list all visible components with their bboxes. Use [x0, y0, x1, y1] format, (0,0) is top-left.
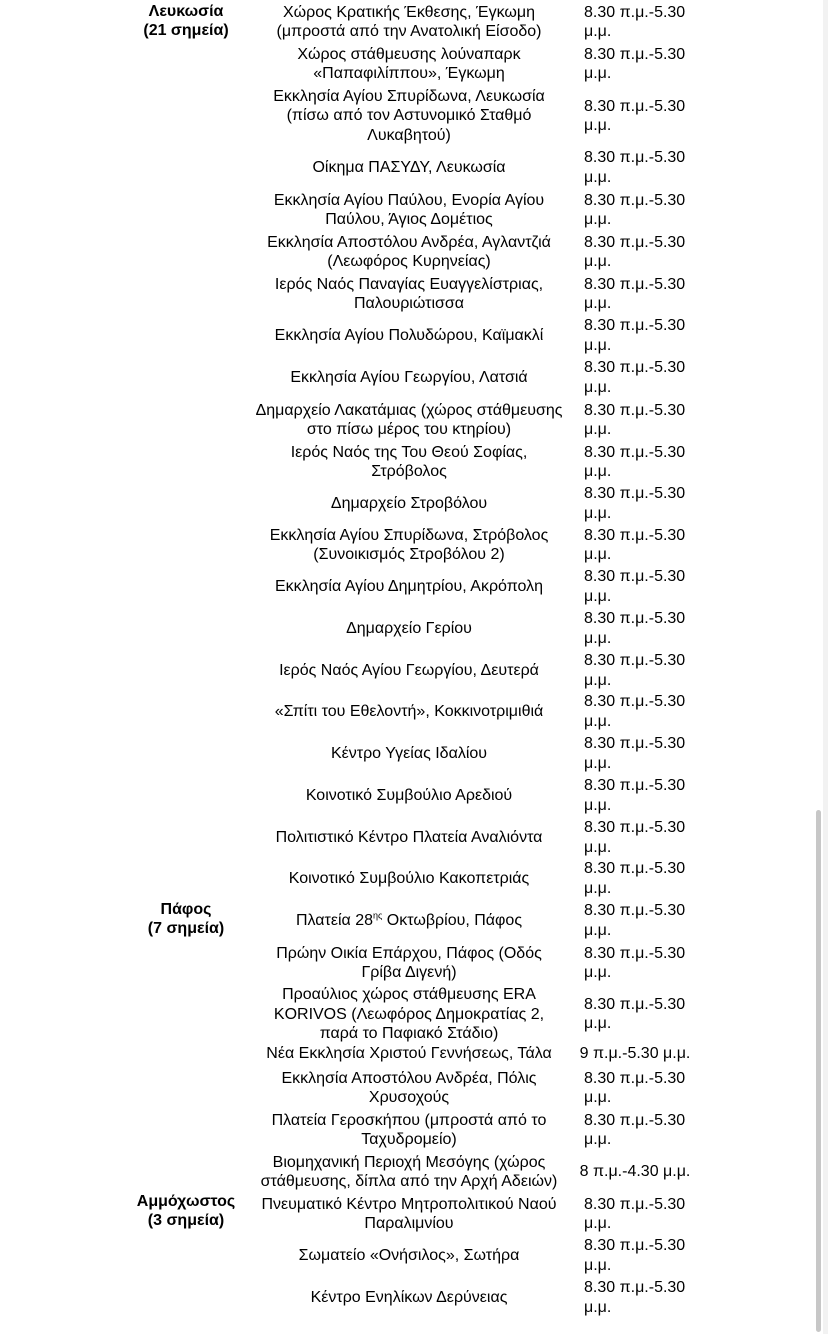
- location-cell: [246, 911, 572, 931]
- location-line: Δημαρχείο Γερίου: [346, 620, 472, 638]
- hours-line: μ.μ.: [584, 504, 612, 522]
- location-line: Ιερός Ναός Παναγίας Ευαγγελίστριας,: [274, 275, 544, 293]
- district-count: (7 σημεία): [147, 920, 225, 937]
- location-text: Πλατεία 28: [295, 912, 374, 930]
- hours-line: μ.μ.: [584, 336, 612, 354]
- location-cell: [246, 158, 572, 178]
- hours-line: 8.30 π.μ.-5.30: [584, 652, 686, 669]
- location-cell: [246, 1195, 572, 1234]
- hours-line: μ.μ.: [584, 168, 612, 186]
- location-cell: [246, 1044, 572, 1064]
- location-cell: [246, 1288, 572, 1308]
- hours-line: μ.μ.: [584, 671, 612, 689]
- location-line: Εκκλησία Αποστόλου Ανδρέα, Πόλις: [281, 1069, 537, 1087]
- table-row: [0, 985, 828, 1043]
- location-line: Κοινοτικό Συμβούλιο Κακοπετριάς: [288, 870, 530, 888]
- location-line: στο πίσω μέρος του κτηρίου): [306, 421, 512, 438]
- location-cell: [246, 401, 572, 440]
- hours-cell: [575, 1162, 695, 1182]
- district-name: Λευκωσία: [148, 3, 224, 20]
- location-cell: [246, 3, 572, 42]
- hours-line: μ.μ.: [584, 629, 612, 647]
- table-row: [0, 44, 828, 84]
- table-row: [0, 358, 828, 398]
- hours-line: 8.30 π.μ.-5.30: [584, 3, 686, 21]
- location-cell: [246, 661, 572, 681]
- hours-line: μ.μ.: [584, 378, 612, 396]
- hours-cell: [575, 1195, 695, 1234]
- hours-line: μ.μ.: [584, 1089, 612, 1106]
- location-line: Ταχυδρομείο): [361, 1131, 457, 1148]
- hours-line: 9 π.μ.-5.30 μ.μ.: [579, 1045, 691, 1063]
- hours-cell: [575, 692, 695, 731]
- table-row: [0, 567, 828, 607]
- location-cell: [246, 1153, 572, 1192]
- location-line: Εκκλησία Αγίου Γεωργίου, Λατσιά: [290, 369, 528, 387]
- location-cell: [246, 786, 572, 806]
- hours-line: 8.30 π.μ.-5.30: [584, 191, 686, 209]
- hours-line: 8.30 π.μ.-5.30: [584, 485, 686, 502]
- hours-line: 8.30 π.μ.-5.30: [584, 693, 686, 710]
- hours-line: μ.μ.: [584, 1015, 612, 1032]
- hours-line: 8.30 π.μ.-5.30: [584, 1279, 686, 1296]
- table-row: [0, 901, 828, 941]
- hours-line: 8.30 π.μ.-5.30: [584, 45, 686, 63]
- hours-cell: [575, 401, 695, 440]
- hours-line: 8.30 π.μ.-5.30: [584, 1111, 686, 1129]
- location-line: Εκκλησία Αγίου Δημητρίου, Ακρόπολη: [274, 578, 544, 596]
- hours-line: μ.μ.: [584, 964, 612, 981]
- hours-line: μ.μ.: [584, 754, 612, 772]
- hours-line: μ.μ.: [584, 587, 612, 605]
- hours-cell: [575, 734, 695, 773]
- hours-line: μ.μ.: [584, 1131, 612, 1148]
- location-line: Βιομηχανική Περιοχή Μεσόγης (χώρος: [272, 1153, 546, 1171]
- hours-line: μ.μ.: [584, 117, 612, 134]
- hours-line: 8.30 π.μ.-5.30: [584, 610, 686, 627]
- location-line: Κέντρο Υγείας Ιδαλίου: [330, 745, 488, 763]
- hours-line: 8.30 π.μ.-5.30: [584, 443, 686, 461]
- hours-line: 8.30 π.μ.-5.30: [584, 1069, 686, 1087]
- table-row: [0, 484, 828, 524]
- hours-cell: [575, 995, 695, 1034]
- hours-line: 8.30 π.μ.-5.30: [584, 233, 686, 251]
- hours-cell: [575, 567, 695, 606]
- hours-cell: [575, 275, 695, 314]
- table-row: [0, 943, 828, 983]
- location-cell: [246, 494, 572, 514]
- hours-line: μ.μ.: [584, 921, 612, 939]
- hours-line: 8.30 π.μ.-5.30: [584, 819, 686, 836]
- table-row: [0, 859, 828, 899]
- hours-line: μ.μ.: [584, 712, 612, 730]
- hours-cell: [575, 1278, 695, 1317]
- location-line: Οίκημα ΠΑΣΥΔΥ, Λευκωσία: [312, 159, 506, 177]
- location-cell: [246, 619, 572, 639]
- hours-cell: [575, 1069, 695, 1108]
- hours-line: μ.μ.: [584, 23, 612, 40]
- hours-line: 8.30 π.μ.-5.30: [584, 902, 686, 919]
- table-row: [0, 1278, 828, 1318]
- table-row: [0, 1236, 828, 1276]
- location-cell: [246, 275, 572, 314]
- hours-line: 8.30 π.μ.-5.30: [584, 275, 686, 293]
- location-line: Εκκλησία Αγίου Παύλου, Ενορία Αγίου: [273, 191, 545, 209]
- location-line: Πνευματικό Κέντρο Μητροπολιτικού Ναού: [261, 1195, 557, 1213]
- location-cell: [246, 1246, 572, 1266]
- location-line: [246, 911, 572, 931]
- location-line: (πίσω από τον Αστυνομικό Σταθμό: [286, 107, 532, 125]
- hours-cell: [575, 484, 695, 523]
- hours-line: μ.μ.: [584, 65, 612, 82]
- location-line: «Σπίτι του Εθελοντή», Κοκκινοτριμιθιά: [274, 703, 544, 721]
- location-cell: [246, 87, 572, 146]
- hours-cell: [575, 1044, 695, 1064]
- location-line: Δημαρχείο Λακατάμιας (χώρος στάθμευσης: [255, 401, 563, 419]
- table-row: [0, 86, 828, 146]
- location-line: Πλατεία Γεροσκήπου (μπροστά από το: [271, 1111, 547, 1129]
- hours-cell: [575, 944, 695, 983]
- table-row: [0, 1110, 828, 1150]
- location-line: Παύλου, Άγιος Δομέτιος: [325, 211, 493, 228]
- hours-cell: [575, 651, 695, 690]
- location-line: Κοινοτικό Συμβούλιο Αρεδιού: [305, 787, 513, 805]
- hours-line: 8.30 π.μ.-5.30: [584, 1195, 686, 1213]
- hours-line: μ.μ.: [584, 546, 612, 563]
- hours-line: μ.μ.: [584, 1256, 612, 1274]
- table-row: [0, 651, 828, 691]
- location-line: Γρίβα Διγενή): [361, 964, 457, 981]
- location-cell: [246, 191, 572, 230]
- hours-cell: [575, 526, 695, 565]
- table-row: [0, 525, 828, 565]
- location-line: Παραλιμνίου: [364, 1215, 454, 1232]
- hours-line: μ.μ.: [584, 1215, 612, 1232]
- location-line: Ιερός Ναός της Του Θεού Σοφίας,: [290, 443, 528, 461]
- hours-line: 8.30 π.μ.-5.30: [584, 995, 686, 1013]
- location-cell: [246, 326, 572, 346]
- page-edge: [823, 0, 828, 1334]
- location-line: Νέα Εκκλησία Χριστού Γεννήσεως, Τάλα: [266, 1045, 552, 1063]
- location-line: Εκκλησία Αγίου Πολυδώρου, Καϊμακλί: [274, 327, 544, 345]
- hours-line: 8.30 π.μ.-5.30: [584, 944, 686, 962]
- location-line: Παλουριώτισσα: [353, 295, 464, 312]
- location-line: Λυκαβητού): [367, 126, 451, 144]
- vertical-scrollbar[interactable]: [816, 810, 821, 1332]
- location-cell: [246, 45, 572, 84]
- hours-line: 8.30 π.μ.-5.30: [584, 317, 686, 334]
- location-line: Ιερός Ναός Αγίου Γεωργίου, Δευτερά: [279, 662, 539, 680]
- hours-line: 8.30 π.μ.-5.30: [584, 149, 686, 166]
- table-row: [0, 2, 828, 42]
- location-line: στάθμευσης, δίπλα από την Αρχή Αδειών): [260, 1173, 558, 1190]
- hours-line: 8.30 π.μ.-5.30: [584, 359, 686, 376]
- table-row: [0, 274, 828, 314]
- location-cell: [246, 368, 572, 388]
- location-cell: [246, 869, 572, 889]
- table-row: [0, 400, 828, 440]
- location-text: Οκτωβρίου, Πάφος: [382, 912, 523, 930]
- location-line: παρά το Παφιακό Στάδιο): [319, 1025, 499, 1042]
- district-name: Αμμόχωστος: [136, 1193, 236, 1210]
- district-name: Πάφος: [160, 901, 212, 918]
- location-cell: [246, 1111, 572, 1150]
- hours-line: μ.μ.: [584, 421, 612, 438]
- hours-cell: [575, 45, 695, 84]
- hours-line: 8.30 π.μ.-5.30: [584, 777, 686, 794]
- hours-line: μ.μ.: [584, 879, 612, 897]
- hours-line: 8.30 π.μ.-5.30: [584, 735, 686, 752]
- hours-line: μ.μ.: [584, 253, 612, 270]
- hours-line: 8.30 π.μ.-5.30: [584, 1237, 686, 1254]
- location-line: Πολιτιστικό Κέντρο Πλατεία Αναλιόντα: [275, 829, 543, 847]
- location-cell: [246, 828, 572, 848]
- hours-line: μ.μ.: [584, 1298, 612, 1316]
- table-row: [0, 818, 828, 858]
- table-row: [0, 609, 828, 649]
- table-row: [0, 1194, 828, 1234]
- hours-line: μ.μ.: [584, 463, 612, 480]
- district-count: (21 σημεία): [143, 22, 229, 39]
- table-row: [0, 316, 828, 356]
- location-cell: [246, 744, 572, 764]
- table-row: [0, 1044, 828, 1064]
- hours-line: μ.μ.: [584, 295, 612, 312]
- hours-line: 8.30 π.μ.-5.30: [584, 860, 686, 877]
- location-cell: [246, 233, 572, 272]
- hours-cell: [575, 1236, 695, 1275]
- hours-line: μ.μ.: [584, 838, 612, 856]
- location-line: Κέντρο Ενηλίκων Δερύνειας: [310, 1289, 508, 1307]
- location-cell: [246, 944, 572, 983]
- location-cell: [246, 702, 572, 722]
- district-count: (3 σημεία): [147, 1212, 225, 1229]
- table-row: [0, 1068, 828, 1108]
- location-line: KORIVOS (Λεωφόρος Δημοκρατίας 2,: [273, 1005, 545, 1023]
- location-line: Εκκλησία Αποστόλου Ανδρέα, Αγλαντζιά: [267, 233, 551, 251]
- table-row: [0, 148, 828, 188]
- hours-line: μ.μ.: [584, 211, 612, 228]
- location-cell: [246, 526, 572, 565]
- table-row: [0, 190, 828, 230]
- hours-cell: [575, 233, 695, 272]
- hours-cell: [575, 1111, 695, 1150]
- location-line: Στρόβολος: [371, 463, 447, 480]
- hours-cell: [575, 901, 695, 940]
- table-row: [0, 232, 828, 272]
- hours-line: 8.30 π.μ.-5.30: [584, 568, 686, 585]
- hours-cell: [575, 97, 695, 136]
- ordinal-superscript: ης: [373, 910, 383, 921]
- hours-line: 8.30 π.μ.-5.30: [584, 97, 686, 115]
- location-cell: [246, 577, 572, 597]
- hours-cell: [575, 859, 695, 898]
- hours-cell: [575, 358, 695, 397]
- hours-cell: [575, 776, 695, 815]
- table-row: [0, 1152, 828, 1192]
- hours-cell: [575, 316, 695, 355]
- table-row: [0, 442, 828, 482]
- location-line: Πρώην Οικία Επάρχου, Πάφος (Οδός: [276, 944, 542, 962]
- table-row: [0, 692, 828, 732]
- location-cell: [246, 1069, 572, 1108]
- location-line: (Λεωφόρος Κυρηνείας): [327, 253, 491, 270]
- location-line: Χρυσοχούς: [368, 1089, 450, 1106]
- hours-line: μ.μ.: [584, 796, 612, 814]
- hours-cell: [575, 191, 695, 230]
- location-line: Δημαρχείο Στροβόλου: [330, 495, 488, 513]
- hours-cell: [575, 443, 695, 482]
- location-line: Σωματείο «Ονήσιλος», Σωτήρα: [298, 1247, 520, 1265]
- location-line: «Παπαφιλίππου», Έγκωμη: [313, 65, 505, 82]
- location-cell: [246, 985, 572, 1044]
- location-line: Εκκλησία Αγίου Σπυρίδωνα, Λευκωσία: [273, 87, 545, 105]
- hours-line: 8 π.μ.-4.30 μ.μ.: [579, 1163, 691, 1181]
- location-line: Χώρος Κρατικής Έκθεσης, Έγκωμη: [283, 3, 535, 21]
- location-line: (Συνοικισμός Στροβόλου 2): [313, 546, 505, 563]
- location-line: Εκκλησία Αγίου Σπυρίδωνα, Στρόβολος: [269, 526, 549, 544]
- table-row: [0, 734, 828, 774]
- hours-line: 8.30 π.μ.-5.30: [584, 401, 686, 419]
- hours-cell: [575, 818, 695, 857]
- location-line: Χώρος στάθμευσης λούναπαρκ: [297, 45, 521, 63]
- hours-cell: [575, 148, 695, 187]
- location-line: (μπροστά από την Ανατολική Είσοδο): [276, 23, 542, 40]
- table-row: [0, 776, 828, 816]
- hours-line: 8.30 π.μ.-5.30: [584, 526, 686, 544]
- location-line: Προαύλιος χώρος στάθμευσης ERA: [282, 986, 536, 1003]
- hours-cell: [575, 3, 695, 42]
- location-cell: [246, 443, 572, 482]
- hours-cell: [575, 609, 695, 648]
